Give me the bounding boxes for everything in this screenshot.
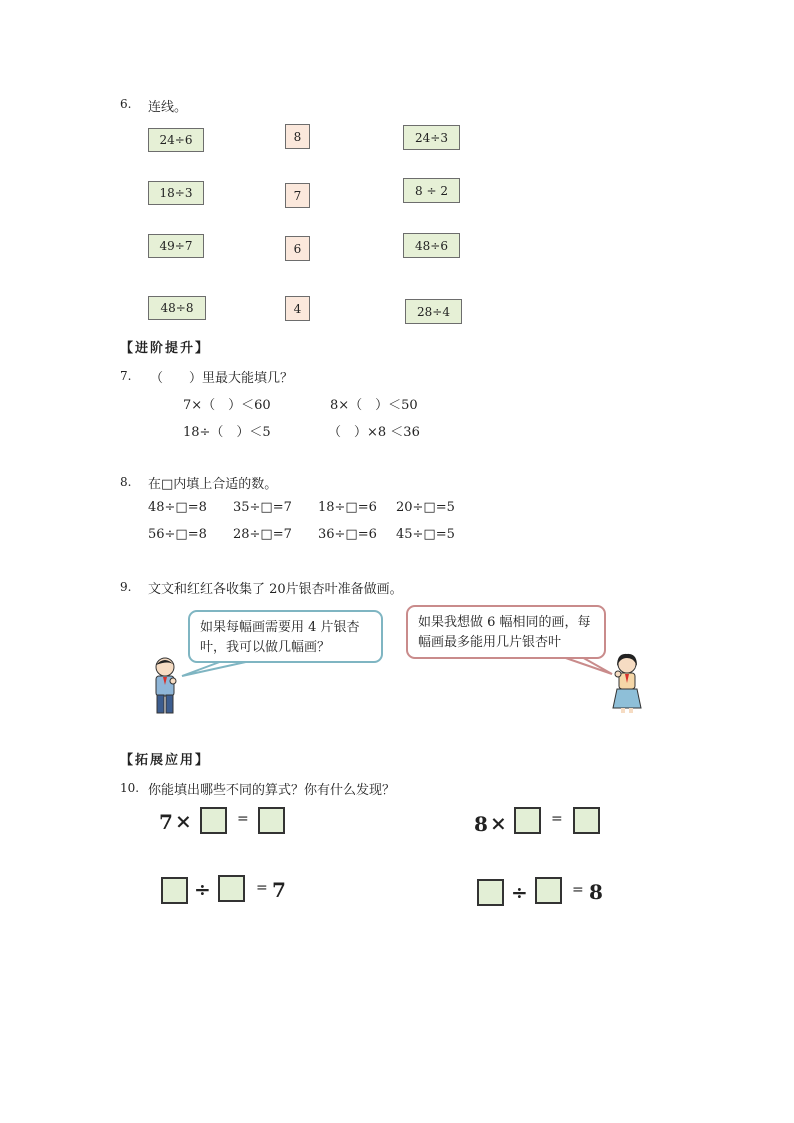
eq2-number: 8 bbox=[474, 812, 488, 836]
match-left-2[interactable]: 18÷3 bbox=[148, 181, 204, 205]
q8-item[interactable]: 56÷□=8 bbox=[148, 527, 207, 542]
boy-illustration bbox=[145, 655, 185, 715]
q10-prompt: 你能填出哪些不同的算式？你有什么发现？ bbox=[148, 783, 396, 798]
eq2-equals: = bbox=[551, 811, 563, 827]
q8-prompt: 在□内填上合适的数。 bbox=[148, 477, 278, 492]
eq4-answer-box-1[interactable] bbox=[477, 879, 504, 906]
eq3-answer-box-1[interactable] bbox=[161, 877, 188, 904]
section-heading-advanced: 【进阶提升】 bbox=[120, 341, 211, 356]
eq2-times: × bbox=[490, 811, 507, 835]
q10-number: 10. bbox=[120, 781, 140, 795]
eq2-answer-box-2[interactable] bbox=[573, 807, 600, 834]
eq1-equals: = bbox=[237, 811, 249, 827]
eq4-result: 8 bbox=[589, 880, 603, 904]
eq1-number: 7 bbox=[159, 810, 173, 834]
eq3-divide: ÷ bbox=[194, 877, 211, 901]
q9-number: 9. bbox=[120, 580, 132, 594]
eq4-answer-box-2[interactable] bbox=[535, 877, 562, 904]
eq2-answer-box-1[interactable] bbox=[514, 807, 541, 834]
match-right-4[interactable]: 28÷4 bbox=[405, 299, 462, 324]
q8-item[interactable]: 35÷□=7 bbox=[233, 500, 292, 515]
q7-item[interactable]: 7×（ ）＜60 bbox=[183, 398, 271, 413]
eq3-result: 7 bbox=[272, 878, 286, 902]
q8-item[interactable]: 28÷□=7 bbox=[233, 527, 292, 542]
match-middle-3[interactable]: 6 bbox=[285, 236, 310, 261]
match-right-3[interactable]: 48÷6 bbox=[403, 233, 460, 258]
q7-item[interactable]: 18÷（ ）＜5 bbox=[183, 425, 271, 440]
q7-prompt: （ ）里最大能填几？ bbox=[150, 371, 294, 386]
q7-number: 7. bbox=[120, 369, 132, 383]
match-middle-4[interactable]: 4 bbox=[285, 296, 310, 321]
eq1-answer-box-1[interactable] bbox=[200, 807, 227, 834]
match-right-2[interactable]: 8 ÷ 2 bbox=[403, 178, 460, 203]
eq1-times: × bbox=[175, 809, 192, 833]
eq1-answer-box-2[interactable] bbox=[258, 807, 285, 834]
q8-item[interactable]: 36÷□=6 bbox=[318, 527, 377, 542]
q8-item[interactable]: 45÷□=5 bbox=[396, 527, 455, 542]
q7-item[interactable]: （ ）×8 ＜36 bbox=[328, 425, 420, 440]
match-left-4[interactable]: 48÷8 bbox=[148, 296, 206, 320]
eq3-answer-box-2[interactable] bbox=[218, 875, 245, 902]
speech-bubble-left: 如果每幅画需要用 4 片银杏叶，我可以做几幅画？ bbox=[188, 610, 383, 663]
q8-number: 8. bbox=[120, 475, 132, 489]
match-left-3[interactable]: 49÷7 bbox=[148, 234, 204, 258]
eq4-equals: = bbox=[572, 882, 584, 898]
q8-item[interactable]: 48÷□=8 bbox=[148, 500, 207, 515]
q7-item[interactable]: 8×（ ）＜50 bbox=[330, 398, 418, 413]
speech-bubble-right: 如果我想做 6 幅相同的画，每幅画最多能用几片银杏叶 bbox=[406, 605, 606, 659]
q6-number: 6. bbox=[120, 97, 132, 111]
match-middle-2[interactable]: 7 bbox=[285, 183, 310, 208]
match-right-1[interactable]: 24÷3 bbox=[403, 125, 460, 150]
q6-prompt: 连线。 bbox=[148, 100, 188, 115]
q9-prompt: 文文和红红各收集了 20片银杏叶准备做画。 bbox=[148, 582, 403, 597]
eq4-divide: ÷ bbox=[511, 880, 528, 904]
q8-item[interactable]: 20÷□=5 bbox=[396, 500, 455, 515]
girl-illustration bbox=[606, 652, 648, 714]
match-middle-1[interactable]: 8 bbox=[285, 124, 310, 149]
eq3-equals: = bbox=[256, 880, 268, 896]
section-heading-extension: 【拓展应用】 bbox=[120, 753, 211, 768]
q8-item[interactable]: 18÷□=6 bbox=[318, 500, 377, 515]
match-left-1[interactable]: 24÷6 bbox=[148, 128, 204, 152]
